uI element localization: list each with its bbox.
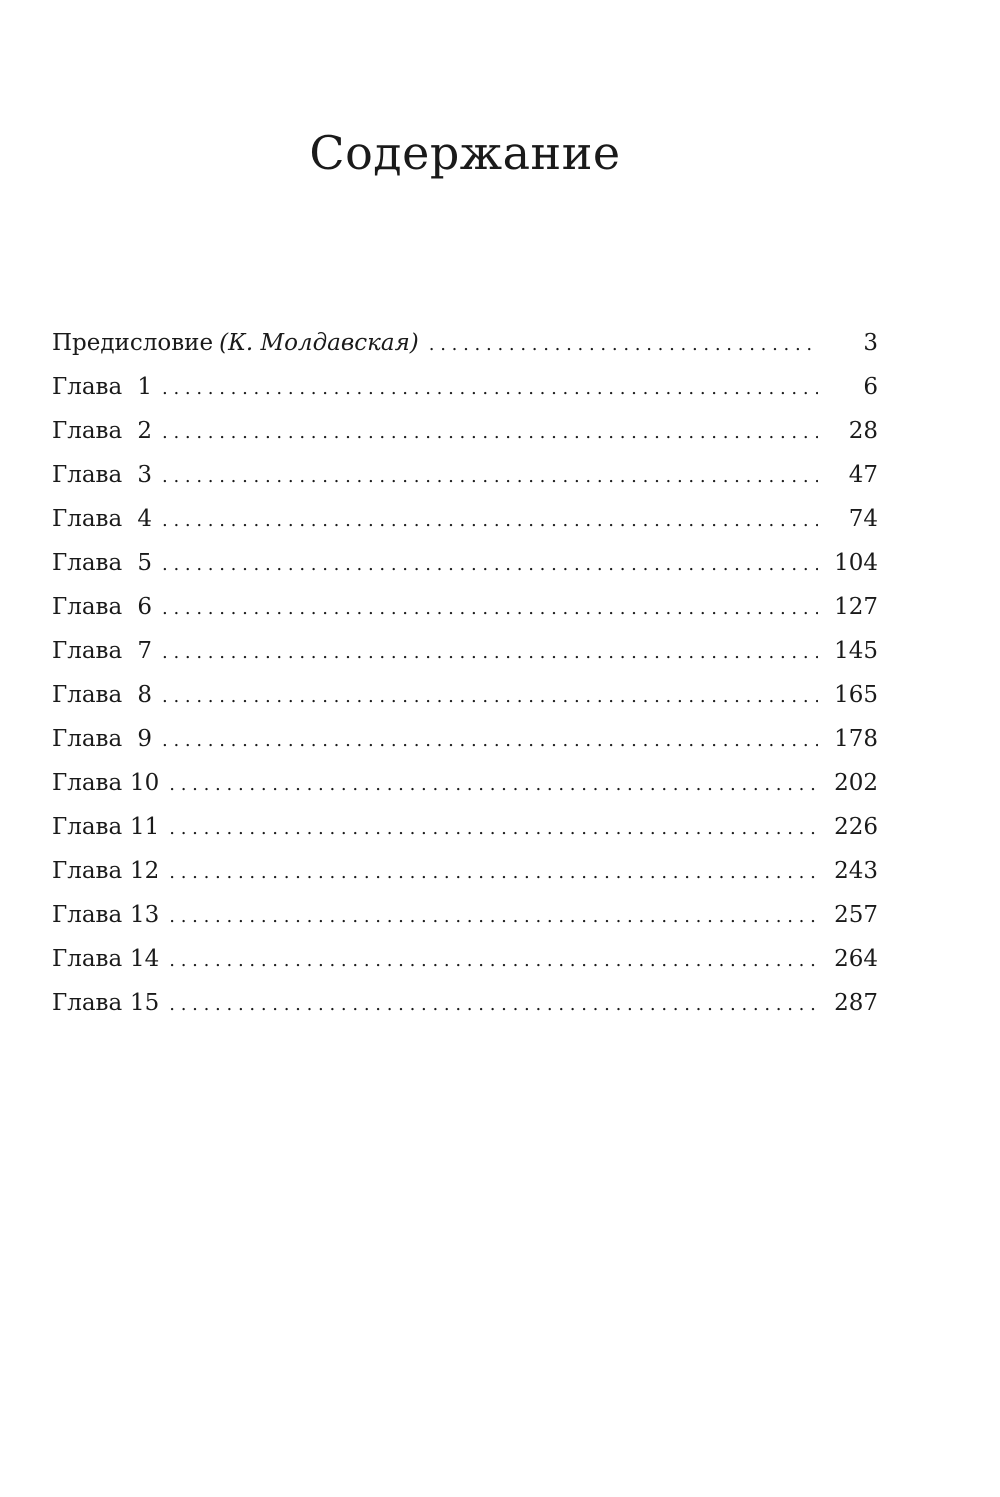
table-of-contents	[52, 321, 878, 1025]
entry-label	[52, 717, 152, 761]
toc-entry-chapter	[52, 673, 878, 717]
chapter-number: 3	[137, 462, 152, 488]
chapter-word: Глава	[52, 594, 123, 620]
entry-label	[52, 805, 159, 849]
page-number: 6	[863, 374, 878, 400]
entry-label	[52, 937, 159, 981]
entry-label	[52, 849, 159, 893]
chapter-number: 11	[130, 814, 160, 840]
chapter-word: Глава	[52, 902, 123, 928]
page-number: 28	[848, 418, 878, 444]
toc-entry-chapter	[52, 453, 878, 497]
page-number: 145	[834, 638, 878, 664]
chapter-word: Глава	[52, 374, 123, 400]
dot-leader	[169, 895, 818, 939]
toc-entry-chapter	[52, 893, 878, 937]
toc-entry-chapter	[52, 761, 878, 805]
preface-author: (К. Молдавская)	[219, 330, 419, 356]
toc-entry-chapter	[52, 541, 878, 585]
toc-entry-chapter	[52, 409, 878, 453]
dot-leader	[162, 411, 818, 455]
toc-entry-chapter	[52, 497, 878, 541]
dot-leader	[162, 455, 818, 499]
chapter-number: 13	[130, 902, 160, 928]
chapter-number: 5	[137, 550, 152, 576]
chapter-number: 1	[137, 374, 152, 400]
toc-entry-preface	[52, 321, 878, 365]
dot-leader	[162, 499, 818, 543]
dot-leader	[162, 719, 818, 763]
entry-label	[52, 497, 152, 541]
toc-entry-chapter	[52, 805, 878, 849]
page-number: 3	[863, 330, 878, 356]
toc-entry-chapter	[52, 585, 878, 629]
dot-leader	[169, 851, 818, 895]
chapter-number: 4	[137, 506, 152, 532]
chapter-number: 15	[130, 990, 160, 1016]
chapter-number: 2	[137, 418, 152, 444]
chapter-word: Глава	[52, 506, 123, 532]
toc-entry-chapter	[52, 937, 878, 981]
chapter-word: Глава	[52, 946, 123, 972]
dot-leader	[162, 543, 818, 587]
page-number: 165	[834, 682, 878, 708]
chapter-number: 6	[137, 594, 152, 620]
page-number: 287	[834, 990, 878, 1016]
dot-leader	[169, 807, 818, 851]
chapter-word: Глава	[52, 638, 123, 664]
entry-label	[52, 629, 152, 673]
dot-leader	[162, 675, 818, 719]
chapter-number: 8	[137, 682, 152, 708]
toc-entry-chapter	[52, 629, 878, 673]
chapter-word: Глава	[52, 550, 123, 576]
dot-leader	[169, 983, 818, 1027]
toc-entry-chapter	[52, 717, 878, 761]
entry-label	[52, 409, 152, 453]
chapter-word: Глава	[52, 814, 123, 840]
entry-label	[52, 321, 419, 365]
entry-label	[52, 893, 159, 937]
entry-label	[52, 673, 152, 717]
page-number: 127	[834, 594, 878, 620]
preface-label: Предисловие	[52, 330, 214, 356]
entry-label	[52, 585, 152, 629]
page-number: 257	[834, 902, 878, 928]
chapter-word: Глава	[52, 858, 123, 884]
chapter-word: Глава	[52, 770, 123, 796]
chapter-word: Глава	[52, 682, 123, 708]
toc-entry-chapter	[52, 981, 878, 1025]
chapter-word: Глава	[52, 726, 123, 752]
dot-leader	[162, 631, 818, 675]
chapter-word: Глава	[52, 990, 123, 1016]
entry-label	[52, 981, 159, 1025]
entry-label	[52, 453, 152, 497]
chapter-number: 9	[137, 726, 152, 752]
dot-leader	[162, 587, 818, 631]
dot-leader	[429, 323, 818, 367]
toc-entry-chapter	[52, 849, 878, 893]
entry-label	[52, 365, 152, 409]
page-number: 264	[834, 946, 878, 972]
chapter-word: Глава	[52, 462, 123, 488]
dot-leader	[162, 367, 818, 411]
dot-leader	[169, 939, 818, 983]
page-number: 226	[834, 814, 878, 840]
entry-label	[52, 541, 152, 585]
chapter-number: 14	[130, 946, 160, 972]
page-number: 104	[834, 550, 878, 576]
chapter-number: 10	[130, 770, 160, 796]
page-number: 178	[834, 726, 878, 752]
page-number: 47	[848, 462, 878, 488]
page-title: Содержание	[309, 126, 621, 180]
chapter-number: 7	[137, 638, 152, 664]
page-number: 202	[834, 770, 878, 796]
chapter-number: 12	[130, 858, 160, 884]
entry-label	[52, 761, 159, 805]
page-number: 243	[834, 858, 878, 884]
chapter-word: Глава	[52, 418, 123, 444]
toc-entry-chapter	[52, 365, 878, 409]
dot-leader	[169, 763, 818, 807]
page-number: 74	[848, 506, 878, 532]
